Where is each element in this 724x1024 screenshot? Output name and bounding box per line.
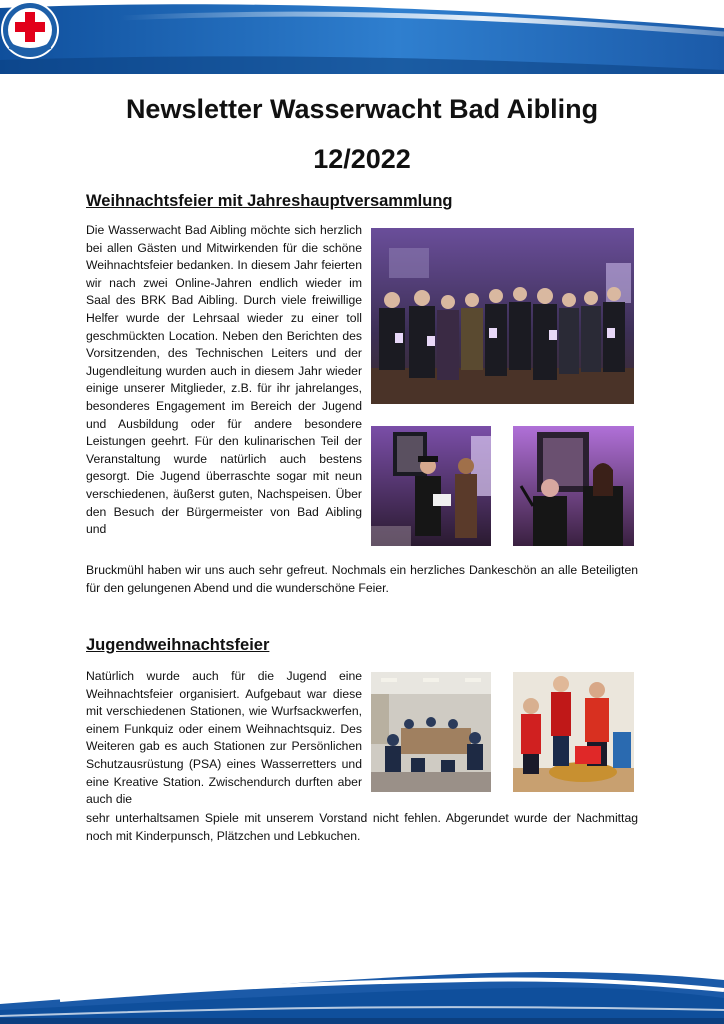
youth-classroom-photo <box>371 672 491 792</box>
page-title-line2: 12/2022 <box>313 144 411 174</box>
section2-column-text: Natürlich wurde auch für die Jugend eine Weihnachtsfeier organisiert. Aufgebaut war diese mit verschiedenen Stationen, wie Wurfsackwerfen, einem Funkquiz oder einem Weihnachtsquiz. Des Weiteren gab es auch Stationen zur Persönlichen Schutzausrüstung (PSA) eines Wasserretters und eine Kreative Station. Zwischendurch durften aber auch die <box>86 669 362 807</box>
speaker-photo <box>371 426 491 546</box>
page-title <box>0 84 724 184</box>
section1-column-text: Die Wasserwacht Bad Aibling möchte sich herzlich bei allen Gästen und Mitwirkenden für die schöne Weihnachtsfeier bedanken. In diesem Jahr feierten wir nach zwei Online-Jahren endlich wieder im Saal des BRK Bad Aibling. Durch viele freiwillige Helfer wurde der Lehrsaal wieder zu einer toll geschmückten Location. Neben den Berichten des Vorsitzenden, des Technischen Leiters und der Jugendleitung wurden auch in diesem Jahr wieder einige unserer Mitglieder, z.B. für ihr jahrelanges, besonderes Engagement im Bereich der Jugend und Ausbildung oder für andere besondere Leistungen geehrt. Für den kulinarischen Teil der Veranstaltung wurde natürlich auch bestens gesorgt. Die Jugend überraschte sogar mit neun verschiedenen, äußerst guten, Nachspeisen. Über den Besuch der Bürgermeister von Bad Aibling und <box>86 223 362 537</box>
section1-full-text: Bruckmühl haben wir uns auch sehr gefreut. Nochmals ein herzliches Dankeschön an alle Beteiligten für den gelungenen Abend und die wunderschöne Feier. <box>86 563 638 595</box>
section2-heading: Jugendweihnachtsfeier <box>86 636 270 654</box>
youth-rescue-gear-photo <box>513 672 634 792</box>
section1-heading: Weihnachtsfeier mit Jahreshauptversammlung <box>86 192 453 210</box>
header-wave-graphic <box>0 0 724 74</box>
header-band <box>0 0 724 74</box>
singer-photo <box>513 426 634 546</box>
footer-wave-graphic <box>0 960 724 1024</box>
wasserwacht-logo-icon <box>0 0 60 60</box>
page-title-line1: Newsletter Wasserwacht Bad Aibling <box>125 94 599 124</box>
group-photo-honorees <box>371 228 634 404</box>
section2-full-text: sehr unterhaltsamen Spiele mit unserem Vorstand nicht fehlen. Abgerundet wurde der Nachmittag noch mit Kinderpunsch, Plätzchen und Lebkuchen. <box>86 811 638 843</box>
